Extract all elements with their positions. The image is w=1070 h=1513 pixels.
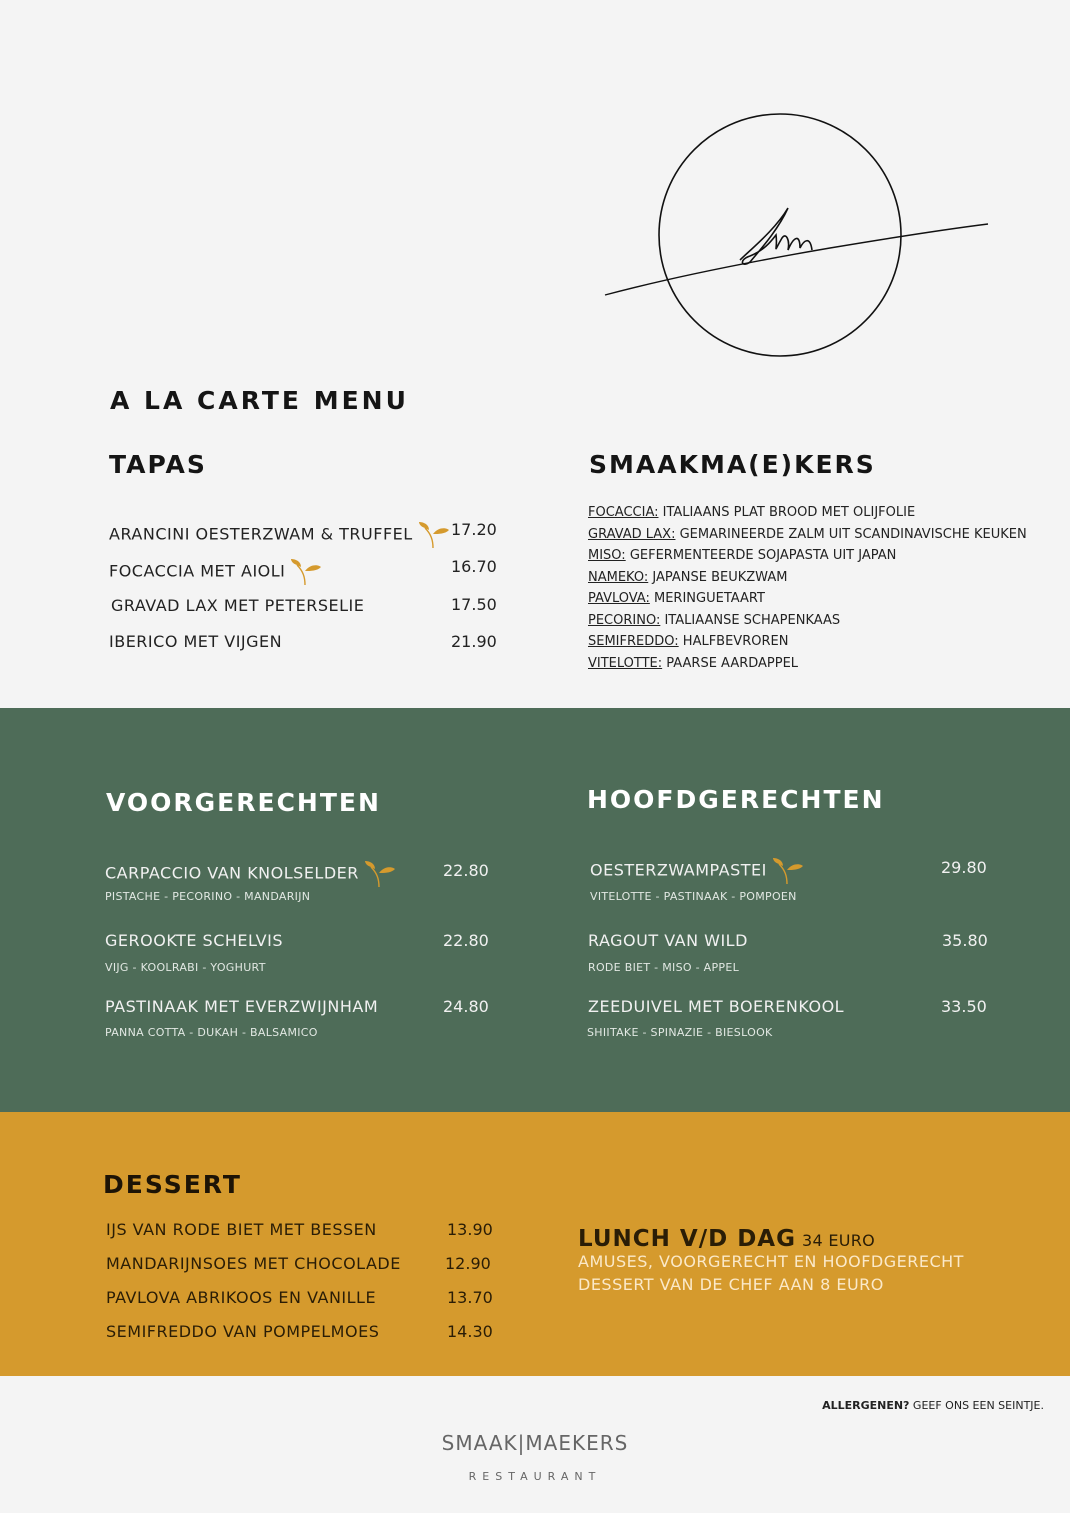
leaf-sprout-icon bbox=[289, 557, 323, 587]
item-price: 24.80 bbox=[443, 997, 489, 1016]
glossary-item bbox=[588, 524, 1027, 546]
list-item bbox=[106, 1322, 379, 1341]
item-name: MANDARIJNSOES MET CHOCOLADE bbox=[106, 1254, 401, 1273]
item-name: PAVLOVA ABRIKOOS EN VANILLE bbox=[106, 1288, 377, 1307]
mains-section bbox=[0, 708, 1070, 1112]
item-price: 14.30 bbox=[447, 1322, 493, 1341]
item-name: GEROOKTE SCHELVIS bbox=[105, 931, 283, 950]
list-item bbox=[111, 596, 364, 615]
lunch-dessert-note: DESSERT VAN DE CHEF AAN 8 EURO bbox=[578, 1275, 884, 1294]
leaf-sprout-icon bbox=[771, 856, 805, 886]
glossary-item bbox=[588, 653, 1027, 675]
item-price: 35.80 bbox=[942, 931, 988, 950]
glossary-desc: HALFBEVROREN bbox=[678, 634, 789, 649]
lunch-price: 34 EURO bbox=[801, 1231, 876, 1250]
list-item bbox=[109, 632, 282, 651]
item-price: 17.20 bbox=[451, 520, 497, 539]
glossary-term: PAVLOVA: bbox=[588, 591, 650, 606]
glossary-item bbox=[588, 502, 1027, 524]
item-name: GRAVAD LAX MET PETERSELIE bbox=[111, 596, 365, 615]
menu-title: A LA CARTE MENU bbox=[110, 386, 409, 415]
logo-monogram bbox=[600, 110, 1000, 360]
item-name: ARANCINI OESTERZWAM & TRUFFEL bbox=[109, 524, 413, 544]
list-item bbox=[106, 1288, 376, 1307]
item-price: 13.90 bbox=[447, 1220, 493, 1239]
tapas-title: TAPAS bbox=[109, 450, 207, 479]
glossary-desc: GEMARINEERDE ZALM UIT SCANDINAVISCHE KEUKEN bbox=[675, 526, 1027, 542]
item-ingredients: VIJG - KOOLRABI - YOGHURT bbox=[105, 961, 266, 974]
list-item bbox=[590, 856, 805, 886]
glossary-desc: PAARSE AARDAPPEL bbox=[662, 655, 799, 671]
glossary-desc: MERINGUETAART bbox=[649, 591, 765, 606]
item-name: OESTERZWAMPASTEI bbox=[590, 860, 767, 880]
lunch-description: AMUSES, VOORGERECHT EN HOOFDGERECHT bbox=[578, 1252, 964, 1271]
list-item bbox=[106, 1254, 401, 1273]
item-ingredients: SHIITAKE - SPINAZIE - BIESLOOK bbox=[587, 1026, 773, 1039]
glossary-desc: ITALIAANSE SCHAPENKAAS bbox=[660, 612, 841, 628]
item-name: FOCACCIA MET AIOLI bbox=[109, 561, 286, 581]
item-ingredients: VITELOTTE - PASTINAAK - POMPOEN bbox=[590, 890, 797, 903]
list-item bbox=[109, 557, 323, 587]
item-price: 22.80 bbox=[443, 861, 489, 880]
glossary-term: PECORINO: bbox=[588, 612, 661, 628]
allergen-label: ALLERGENEN? bbox=[822, 1399, 910, 1412]
item-ingredients: RODE BIET - MISO - APPEL bbox=[588, 961, 740, 974]
item-price: 21.90 bbox=[451, 632, 497, 651]
item-price: 33.50 bbox=[941, 997, 987, 1016]
glossary-item bbox=[588, 567, 1027, 589]
glossary-item bbox=[588, 545, 1027, 567]
list-item bbox=[109, 520, 451, 550]
voorgerechten-title: VOORGERECHTEN bbox=[106, 788, 381, 817]
glossary-term: GRAVAD LAX: bbox=[588, 526, 676, 542]
lunch-heading: LUNCH V/D DAG bbox=[578, 1226, 796, 1252]
item-name: IJS VAN RODE BIET MET BESSEN bbox=[106, 1220, 377, 1239]
dessert-section bbox=[0, 1112, 1070, 1376]
glossary-item bbox=[588, 610, 1027, 632]
glossary-desc: GEFERMENTEERDE SOJAPASTA UIT JAPAN bbox=[625, 548, 897, 563]
item-price: 29.80 bbox=[941, 858, 987, 877]
list-item bbox=[105, 997, 378, 1016]
brand-subtitle: RESTAURANT bbox=[468, 1470, 602, 1483]
glossary-item bbox=[588, 631, 1027, 653]
leaf-sprout-icon bbox=[363, 859, 397, 889]
list-item bbox=[588, 931, 748, 950]
item-ingredients: PISTACHE - PECORINO - MANDARIJN bbox=[105, 890, 311, 903]
glossary-term: FOCACCIA: bbox=[588, 505, 659, 520]
list-item bbox=[105, 931, 283, 950]
item-price: 22.80 bbox=[443, 931, 489, 950]
leaf-sprout-icon bbox=[417, 520, 451, 550]
hoofdgerechten-title: HOOFDGERECHTEN bbox=[587, 785, 885, 814]
glossary-desc: ITALIAANS PLAT BROOD MET OLIJFOLIE bbox=[658, 505, 916, 520]
item-ingredients: PANNA COTTA - DUKAH - BALSAMICO bbox=[105, 1026, 318, 1039]
lunch-title bbox=[578, 1226, 875, 1252]
glossary-term: MISO: bbox=[588, 548, 626, 563]
glossary-title: SMAAKMA(E)KERS bbox=[589, 450, 876, 479]
allergen-note bbox=[822, 1399, 1044, 1412]
item-name: CARPACCIO VAN KNOLSELDER bbox=[105, 863, 359, 883]
item-price: 17.50 bbox=[451, 595, 497, 614]
item-price: 13.70 bbox=[447, 1288, 493, 1307]
brand-name: SMAAK|MAEKERS bbox=[441, 1431, 629, 1455]
glossary-list bbox=[588, 502, 1027, 674]
item-name: ZEEDUIVEL MET BOERENKOOL bbox=[588, 997, 845, 1016]
item-price: 16.70 bbox=[451, 557, 497, 576]
list-item bbox=[588, 997, 844, 1016]
glossary-item bbox=[588, 588, 1027, 610]
glossary-term: SEMIFREDDO: bbox=[588, 634, 679, 649]
item-name: RAGOUT VAN WILD bbox=[588, 931, 748, 950]
dessert-title: DESSERT bbox=[103, 1170, 242, 1199]
glossary-desc: JAPANSE BEUKZWAM bbox=[648, 569, 788, 585]
item-price: 12.90 bbox=[445, 1254, 491, 1273]
item-name: PASTINAAK MET EVERZWIJNHAM bbox=[105, 997, 379, 1016]
item-name: IBERICO MET VIJGEN bbox=[109, 632, 283, 651]
glossary-term: VITELOTTE: bbox=[588, 655, 663, 671]
item-name: SEMIFREDDO VAN POMPELMOES bbox=[106, 1322, 380, 1341]
list-item bbox=[105, 859, 397, 889]
allergen-text: GEEF ONS EEN SEINTJE. bbox=[909, 1399, 1044, 1412]
list-item bbox=[106, 1220, 377, 1239]
glossary-term: NAMEKO: bbox=[588, 569, 649, 585]
